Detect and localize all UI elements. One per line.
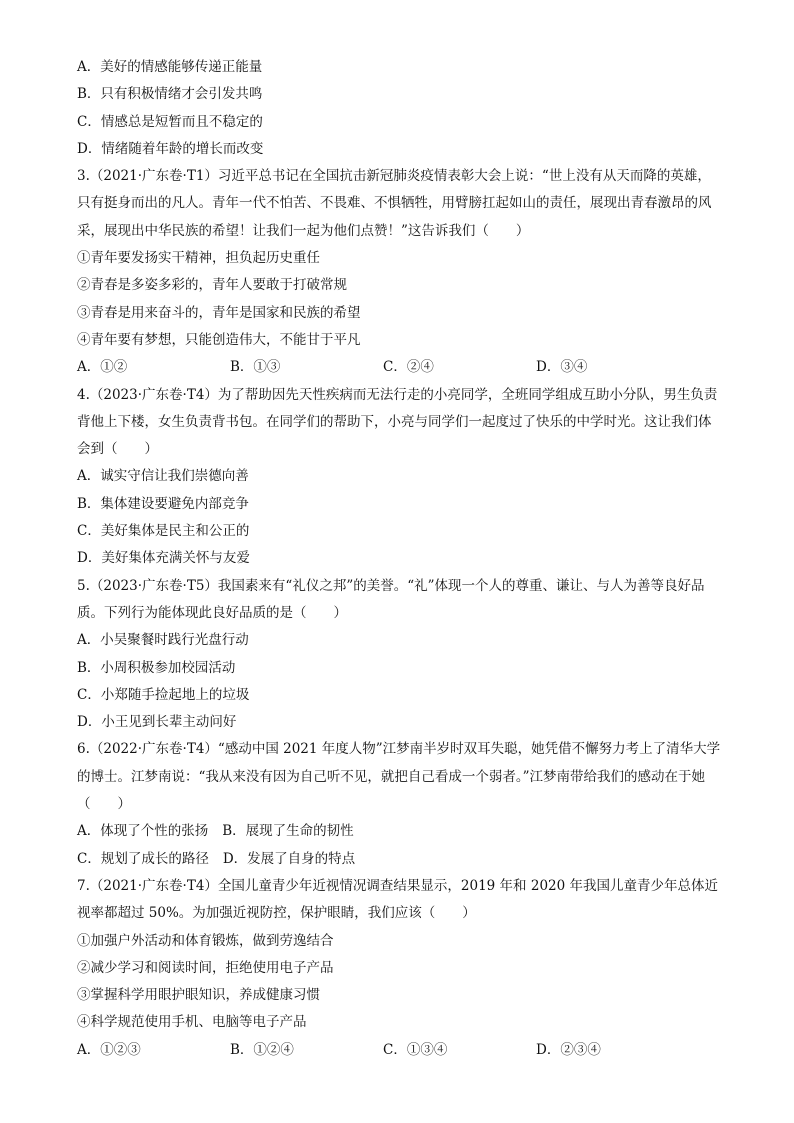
q2-option-a: A．美好的情感能够传递正能量 [77,59,263,75]
q7-option-d: D．②③④ [536,1041,601,1058]
q7-options [77,1037,723,1064]
q3-statement-2: ②青春是多姿多彩的，青年人要敢于打破常规 [77,277,347,294]
q7-option-c: C．①③④ [383,1041,448,1058]
q3-option-d: D．③④ [536,359,588,376]
q6-options-row-1 [77,818,723,845]
q2-option-c: C．情感总是短暂而且不稳定的 [77,113,263,130]
question-3 [77,163,723,381]
q2-option-b: B．只有积极情绪才会引发共鸣 [77,86,263,103]
q6-options-row-2 [77,846,723,873]
q5-option-b: B．小周积极参加校园活动 [77,659,236,676]
q3-stem: 3.（2021·广东卷·T1）习近平总书记在全国抗击新冠肺炎疫情表彰大会上说：“世上没有从天而降的英雄，只有挺身而出的凡人。青年一代不怕苦、不畏难、不惧牺牲，用臂膀扛起如山的责任，展现出青春激昂的风采，展现出中华民族的希望！让我们一起为他们点赞！”这告诉我们（ ） [77,168,712,239]
q7-statement-2: ②减少学习和阅读时间，拒绝使用电子产品 [77,959,334,976]
q6-option-a: A．体现了个性的张扬 [77,823,209,840]
q4-option-d: D．美好集体充满关怀与友爱 [77,550,250,567]
q4-option-c: C．美好集体是民主和公正的 [77,523,250,540]
q3-statement-1: ①青年要发扬实干精神，担负起历史重任 [77,250,320,267]
q3-option-c: C．②④ [383,359,434,376]
q7-stem: 7.（2021·广东卷·T4）全国儿童青少年近视情况调查结果显示，2019 年和 2020 年我国儿童青少年总体近视率都超过 50%。为加强近视防控，保护眼睛，我们应该（ ） [77,877,718,922]
q3-statement-4: ④青年要有梦想，只能创造伟大，不能甘于平凡 [77,331,361,348]
q3-options [77,354,723,381]
question-4 [77,382,723,573]
q4-option-a: A．诚实守信让我们崇德向善 [77,468,249,485]
q6-option-b: B．展现了生命的韧性 [222,823,354,840]
question-list [77,54,723,1064]
q5-option-d: D．小王见到长辈主动问好 [77,714,237,731]
q7-statement-1: ①加强户外活动和体育锻炼，做到劳逸结合 [77,932,334,949]
q3-option-a: A．①② [77,359,128,376]
q7-statement-4: ④科学规范使用手机、电脑等电子产品 [77,1014,307,1031]
question-5 [77,573,723,737]
q2-option-d: D．情绪随着年龄的增长而改变 [77,140,264,157]
q4-option-b: B．集体建设要避免内部竞争 [77,495,249,512]
q7-option-b: B．①②④ [230,1041,294,1058]
q6-stem: 6.（2022·广东卷·T4）“感动中国 2021 年度人物”江梦南半岁时双耳失聪，她凭借不懈努力考上了清华大学的博士。江梦南说：“我从来没有因为自己听不见，就把自己看成一个弱者。”江梦南带给我们的感动在于她（ ） [77,741,721,813]
q4-stem: 4.（2023·广东卷·T4）为了帮助因先天性疾病而无法行走的小亮同学，全班同学组成互助小分队，男生负责背他上下楼，女生负责背书包。在同学们的帮助下，小亮与同学们一起度过了快乐的中学时光。这让我们体会到（ ） [77,386,718,458]
q2-options [77,54,723,163]
q5-stem: 5.（2023·广东卷·T5）我国素来有“礼仪之邦”的美誉。“礼”体现一个人的尊重、谦让、与人为善等良好品质。下列行为能体现此良好品质的是（ ） [77,577,705,621]
q3-statement-3: ③青春是用来奋斗的，青年是国家和民族的希望 [77,304,361,321]
q5-option-c: C．小郑随手捡起地上的垃圾 [77,686,250,703]
q5-option-a: A．小吴聚餐时践行光盘行动 [77,632,249,649]
q3-option-b: B．①③ [230,359,281,376]
question-6 [77,736,723,872]
question-7 [77,873,723,1064]
q7-statement-3: ③掌握科学用眼护眼知识，养成健康习惯 [77,987,320,1004]
q6-option-c: C．规划了成长的路径 [77,850,209,867]
q6-option-d: D．发展了自身的特点 [222,850,356,867]
q7-option-a: A．①②③ [77,1041,141,1058]
